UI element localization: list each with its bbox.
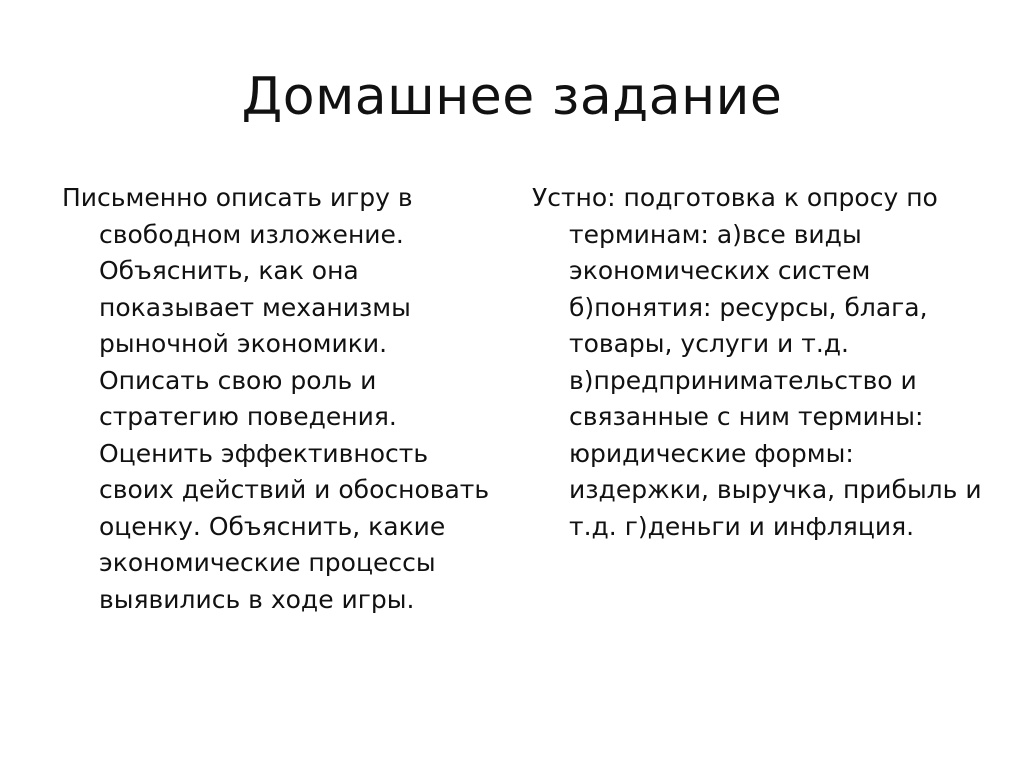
right-column	[532, 180, 984, 545]
written-assignment-text: Письменно описать игру в свободном изложение. Объяснить, как она показывает механизмы рыночной экономики. Описать свою роль и стратегию поведения. Оценить эффективность своих действий и обосновать оценку. Объяснить, какие экономические процессы выявились в ходе игры.	[62, 183, 490, 614]
slide-title: Домашнее задание	[241, 67, 783, 127]
oral-assignment-text: Устно: подготовка к опросу по терминам: а)все виды экономических систем б)понятия: ресурсы, блага, товары, услуги и т.д. в)предпринимательство и связанные с ним термины: юридические формы: издержки, выручка, прибыль и т.д. г)деньги и инфляция.	[532, 183, 982, 541]
left-column	[62, 180, 492, 618]
